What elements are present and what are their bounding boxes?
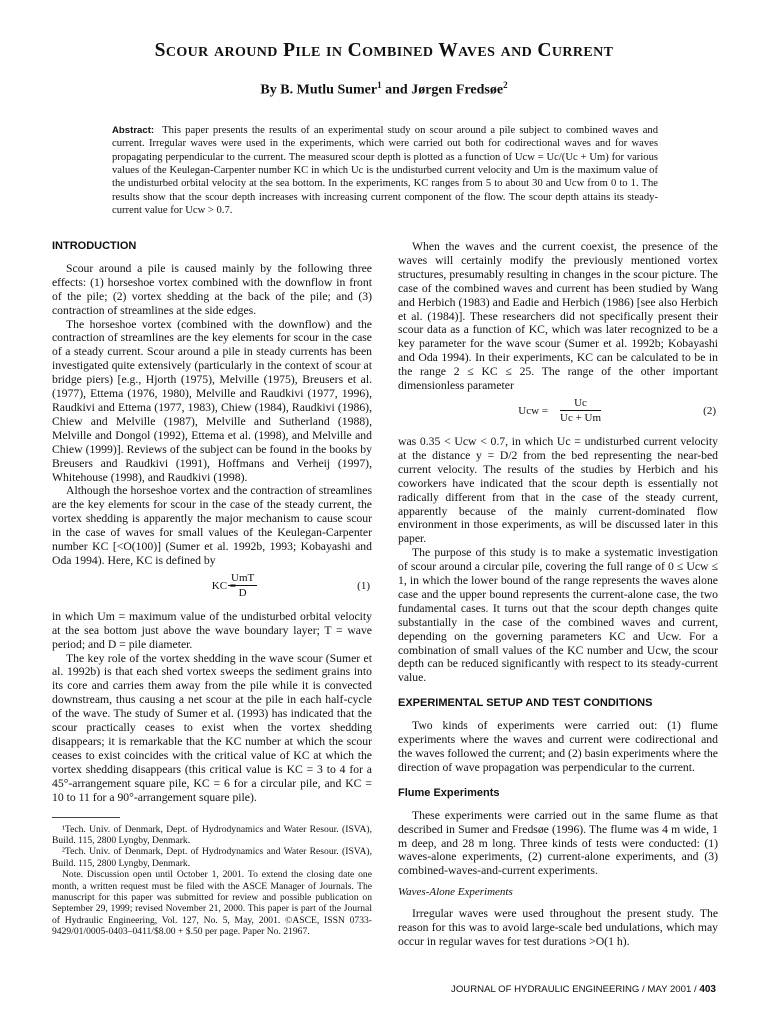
section-heading-introduction: INTRODUCTION xyxy=(52,240,137,252)
equation-1-numerator: UmT xyxy=(228,572,257,586)
right-paragraph-2: was 0.35 < Ucw < 0.7, in which Uc = undisturbed current velocity at the distance y = D/2 from the bed representing the near-bed current velocity. The results of the studies by Herbich and his coworkers have indicated that the scour depth is essentially not radically different from that in the case of the steady current, apparently because of the mainly current-dominated flow environment in those experiments, as will be discussed later in this paper. xyxy=(398,434,718,546)
footnote-rule xyxy=(52,817,120,818)
abstract-label: Abstract: xyxy=(112,125,155,136)
author-2-sup: 2 xyxy=(503,80,508,90)
author-1: B. Mutlu Sumer xyxy=(280,82,378,98)
paper-title: Scour around Pile in Combined Waves and Current xyxy=(154,40,614,61)
footer-page-number: 403 xyxy=(699,984,716,995)
page-footer xyxy=(420,984,716,995)
intro-paragraph-4: in which Um = maximum value of the undisturbed orbital velocity at the sea bottom just above the wave boundary layer; T = wave period; and D = pile diameter. xyxy=(52,609,372,651)
equation-2-numerator: Uc xyxy=(560,397,601,411)
equation-1-fraction xyxy=(228,572,257,600)
footer-journal: JOURNAL OF HYDRAULIC ENGINEERING / MAY 2001 / xyxy=(451,984,697,995)
abstract xyxy=(112,124,658,217)
subsubsection-heading-waves-alone: Waves-Alone Experiments xyxy=(398,886,513,899)
equation-1-number: (1) xyxy=(357,579,370,592)
equation-2 xyxy=(398,395,718,433)
intro-paragraph-5: The key role of the vortex shedding in the wave scour (Sumer et al. 1992b) is that each shed vortex sweeps the sediment grains into its core and carries them away from the pile while it is convected downstream, thus causing a net scour at the pile in each half-cycle of the wave. The study of Sumer et al. (1993) has indicated that the scour practically ceases to exist when the vortex shedding disappears; it is remarkable that the KC number at which the scour ceases to exist coincides with the critical value of KC at which the vortex shedding disappears (this critical value is KC = 3 to 4 for a 45°-arrangement square pile, KC = 6 for a circular pile, and KC = 10 to 11 for a 90°-arrangement square pile). xyxy=(52,651,372,804)
right-paragraph-5: These experiments were carried out in the same flume as that described in Sumer and Fredsøe (1996). The flume was 4 m wide, 1 m deep, and 28 m long. Three kinds of tests were conducted: (1) waves-alone experiments, (2) current-alone experiments, and (3) combined-waves-and-current experiments. xyxy=(398,808,718,878)
footnote-2: ²Tech. Univ. of Denmark, Dept. of Hydrodynamics and Water Resour. (ISVA), Build. 115, 2800 Lyngby, Denmark. xyxy=(52,846,372,869)
section-heading-experimental-setup: EXPERIMENTAL SETUP AND TEST CONDITIONS xyxy=(398,697,653,710)
footnotes xyxy=(52,824,372,938)
footnote-note: Note. Discussion open until October 1, 2001. To extend the closing date one month, a written request must be filed with the ASCE Manager of Journals. The manuscript for this paper was submitted for review and possible publication on September 29, 1999; revised November 21, 2000. This paper is part of the Journal of Hydraulic Engineering, Vol. 127, No. 5, May, 2001. ©ASCE, ISSN 0733-9429/01/0005-0403–0411/$8.00 + $.50 per page. Paper No. 21967. xyxy=(52,869,372,938)
footnote-1: ¹Tech. Univ. of Denmark, Dept. of Hydrodynamics and Water Resour. (ISVA), Build. 115, 2800 Lyngby, Denmark. xyxy=(52,823,372,846)
intro-paragraph-3: Although the horseshoe vortex and the contraction of streamlines are the key elements for scour in the case of the steady current, the vortex shedding is apparently the major mechanism to cause scour in the case of waves for small values of the Keulegan-Carpenter number KC [<O(100)] (Sumer et al. 1992b, 1993; Kobayashi and Oda 1994). Here, KC is defined by xyxy=(52,484,372,567)
author-line xyxy=(0,80,768,99)
right-paragraph-6: Irregular waves were used throughout the present study. The reason for this was to avoid large-scale bed undulations, which may occur in regular waves for test durations >O(1 h). xyxy=(398,907,718,948)
equation-1 xyxy=(52,570,372,608)
author-2: Jørgen Fredsøe xyxy=(411,82,504,98)
equation-2-fraction xyxy=(560,397,601,425)
right-paragraph-3: The purpose of this study is to make a systematic investigation of scour around a circular pile, covering the full range of 0 ≤ Ucw ≤ 1, in which the lower bound of the range represents the waves alone case and the upper bound represents the current-alone case, the two fundamental cases. It turns out that the scour depth changes quite substantially in the case of the combined waves and current, depending on the governing parameters KC and Ucw. For a combination of small values of the KC number and Ucw, the scour depth can be reduced significantly with respect to its steady-current value. xyxy=(398,546,718,685)
right-paragraph-1: When the waves and the current coexist, the presence of the waves will certainly modify the previously mentioned vortex structures, presumably resulting in changes in the scour picture. The case of the combined waves and current has been studied by Wang and Herbich (1983) and Eadie and Herbich (1986) [see also Herbich et al. (1984)]. These researchers did not specifically present their scour data as a function of KC, which was later recognized to be a key parameter for the wave scour (Sumer et al. 1992b; Kobayashi and Oda 1994). In their experiments, KC can be calculated to be in the range 2 ≤ KC ≤ 25. The range of the other important dimensionless parameter xyxy=(398,240,718,393)
right-paragraph-4: Two kinds of experiments were carried out: (1) flume experiments where the waves and current were codirectional and the waves followed the current; and (2) basin experiments where the direction of wave propagation was perpendicular to the current. xyxy=(398,719,718,774)
equation-1-lhs: KC = xyxy=(211,579,236,592)
intro-paragraph-2: The horseshoe vortex (combined with the downflow) and the contraction of streamlines are the key elements for scour in the case of a steady current. Scour around a pile in steady currents has been investigated quite extensively (particularly in the context of scour at bridge piers) [e.g., Hjorth (1975), Melville (1975), Breusers et al. (1977), Ettema (1976, 1980), Melville and Raudkivi (1977, 1996), Raudkivi and Ettema (1977, 1983), Chiew (1984), Raudkivi (1986), Chiew and Melville (1987), Melville and Sutherland (1988), Melville and Dongol (1992), Ettema et al. (1998), and Melville and Chiew (1999)]. Reviews of the subject can be found in the books by Breusers and Raudkivi (1991), Hoffmans and Verheij (1997), Whitehouse (1998), and Raudkivi (1998). xyxy=(52,317,372,484)
left-column xyxy=(52,240,372,938)
abstract-text: This paper presents the results of an experimental study on scour around a pile subject to combined waves and current. Irregular waves were used in the experiments, which were carried out both for codirectional waves and for waves propagating perpendicular to the current. The measured scour depth is plotted as a function of Ucw = Uc/(Uc + Um) for various values of the Keulegan-Carpenter number KC in which Uc is the undisturbed current velocity and Um is the maximum value of the undisturbed orbital velocity at the sea bottom. In the experiments, KC ranges from 5 to about 30 and Ucw from 0 to 1. The results show that the scour depth increases with increasing current component of the flow. The scour depth attains its steady-current value for Ucw > 0.7. xyxy=(112,125,658,217)
equation-2-denominator: Uc + Um xyxy=(560,411,602,424)
equation-1-denominator: D xyxy=(238,586,247,599)
authors-conj: and xyxy=(385,82,408,98)
subsection-heading-flume: Flume Experiments xyxy=(398,786,500,799)
author-1-sup: 1 xyxy=(377,80,382,90)
equation-2-lhs: Ucw = xyxy=(518,404,548,417)
right-column xyxy=(398,240,718,949)
equation-2-number: (2) xyxy=(703,404,716,417)
authors-prefix: By xyxy=(260,82,277,98)
intro-paragraph-1: Scour around a pile is caused mainly by the following three effects: (1) horseshoe vortex combined with the downflow in front of the pile; (2) vortex shedding at the back of the pile; and (3) contraction of streamlines at the side edges. xyxy=(52,261,372,317)
